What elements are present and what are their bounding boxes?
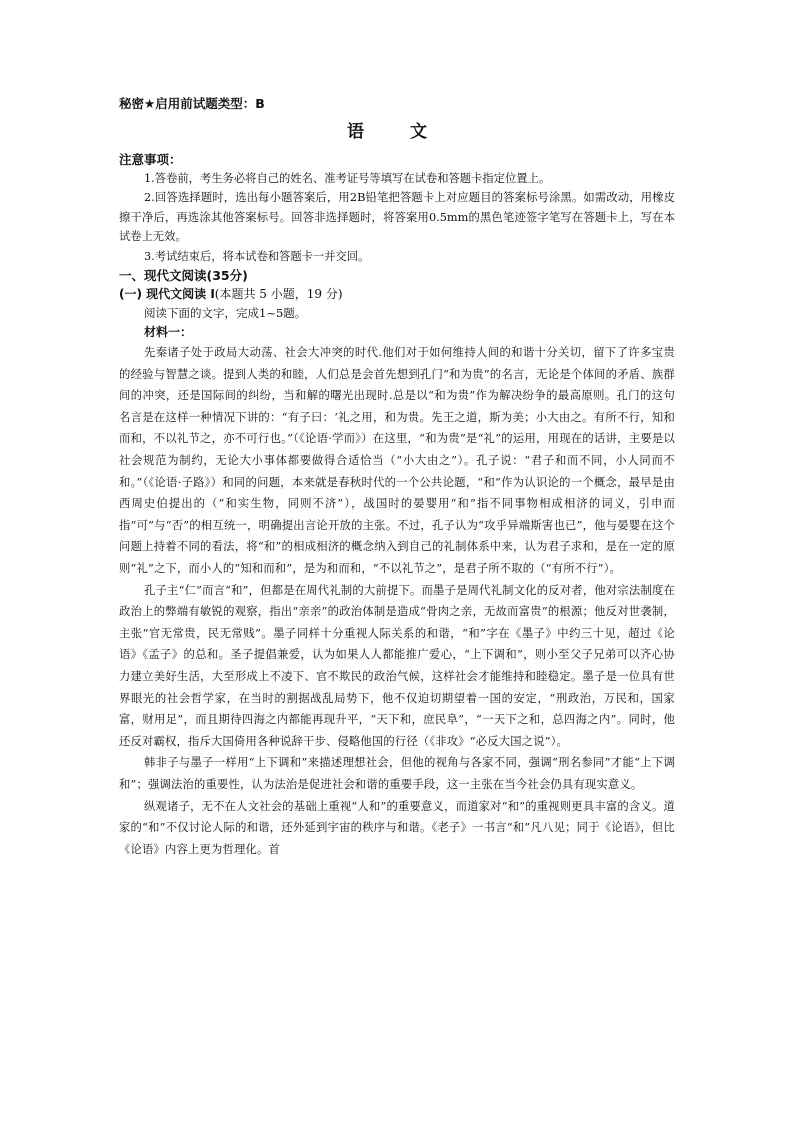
notice-item-2: 2.回答选择题时，选出每小题答案后，用2B铅笔把答题卡上对应题目的答案标号涂黑。如需改动，用橡皮擦干净后，再选涂其他答案标号。回答非选择题时，将答案用0.5mm的黑色笔迹签字笔写在答题卡上，写在本试卷上无效。 [119, 191, 675, 244]
subsection-heading [119, 285, 675, 304]
notice-item-3: 3.考试结束后，将本试卷和答题卡一并交回。 [144, 249, 370, 263]
subsection-label: (一) 现代文阅读 I [119, 287, 215, 302]
paragraph-1: 先秦诸子处于政局大动荡、社会大冲突的时代.他们对于如何维持人间的和谐十分关切，留下了许多宝贵的经验与智慧之谈。提到人类的和睦，人们总是会首先想到孔门“和为贵”的名言，无论是个体间的矛盾、族群间的冲突，还是国际间的纠纷，当和解的曙光出现时.总是以“和为贵”作为解决纷争的最高原则。孔门的这句名言是在这样一种情况下讲的：“有子曰：‘礼之用，和为贵。先王之道，斯为美；小大由之。有所不行，知和而和，不以礼节之，亦不可行也。”（《论语·学而》）在这里，“和为贵”是“礼”的运用，用现在的话讲，主要是以社会规范为制约，无论大小事体都要做得合适恰当（“小大由之”）。孔子说：“君子和而不同，小人同而不和。”（《论语·子路》）和同的问题，本来就是春秋时代的一个公共论题，“和“作为认识论的一个概念，最早是由西周史伯提出的（“和实生物，同则不济”），战国时的晏婴用“和”指不同事物相成相济的词义，引申而指“可”与“否”的相互统一，明确提出言论开放的主张。不过，孔子认为“攻乎异端斯害也已”，他与晏婴在这个问题上持着不同的看法，将“和”的相成相济的概念纳入到自己的礼制体系中来，认为君子求和，是在一定的原则“礼”之下，而小人的“知和而和”，是为和而和，“不以礼节之”，是君子所不取的（“有所不行”）。 [119, 346, 675, 575]
subsection-detail: (本题共 5 小题，19 分) [214, 287, 343, 302]
material-label: 材料一： [144, 325, 193, 340]
section-heading: 一、现代文阅读(35分) [119, 268, 248, 284]
secret-label: 秘密★启用前试题类型：B [119, 96, 265, 111]
reading-instruction: 阅读下面的文字，完成1~5题。 [144, 306, 307, 321]
paragraph-4: 纵观诸子，无不在人文社会的基础上重视“人和”的重要意义，而道家对“和”的重视则更具丰富的含义。道家的“和”不仅讨论人际的和谐，还外延到宇宙的秩序与和谐。《老子》一书言“和”凡八见；同于《论语》，但比《论语》内容上更为哲理化。首 [119, 799, 675, 856]
notice-heading: 注意事项： [119, 152, 182, 167]
exam-title: 语 文 [347, 122, 447, 142]
paragraph-3: 韩非子与墨子一样用“上下调和”来描述理想社会，但他的视角与各家不同，强调“刑名参同”才能“上下调和”；强调法治的重要性，认为法治是促进社会和谐的重要手段，这一主张在当今社会仍具有现实意义。 [119, 756, 675, 791]
paragraph-2: 孔子主“仁”而言“和”，但都是在周代礼制的大前提下。而墨子是周代礼制文化的反对者，他对宗法制度在政治上的弊端有敏锐的观察，指出“亲亲”的政治体制是造成“骨肉之亲，无故而富贵”的根源；他反对世袭制，主张“官无常贵，民无常贱”。墨子同样十分重视人际关系的和谐，“和”字在《墨子》中约三十见，超过《论语》《孟子》的总和。圣子提倡兼爱，认为如果人人都能推广爱心，“上下调和”，则小至父子兄弟可以齐心协力建立美好生活，大至形成上不凌下、官不欺民的政治气候，这样社会才能维持和睦稳定。墨子是一位具有世界眼光的社会哲学家，在当时的割据战乱局势下，他不仅迫切期望着一国的安定，“刑政治，万民和，国家富，财用足”，而且期待四海之内都能再现升平，“天下和，庶民阜”，“一天下之和，总四海之内”。同时，他还反对霸权，指斥大国倚用各种说辞干步、侵略他国的行径（《非攻》“必反大国之说”）。 [119, 583, 675, 748]
notice-item-1: 1.答卷前，考生务必将自己的姓名、准考证号等填写在试卷和答题卡指定位置上。 [144, 172, 551, 185]
exam-page [119, 96, 675, 860]
